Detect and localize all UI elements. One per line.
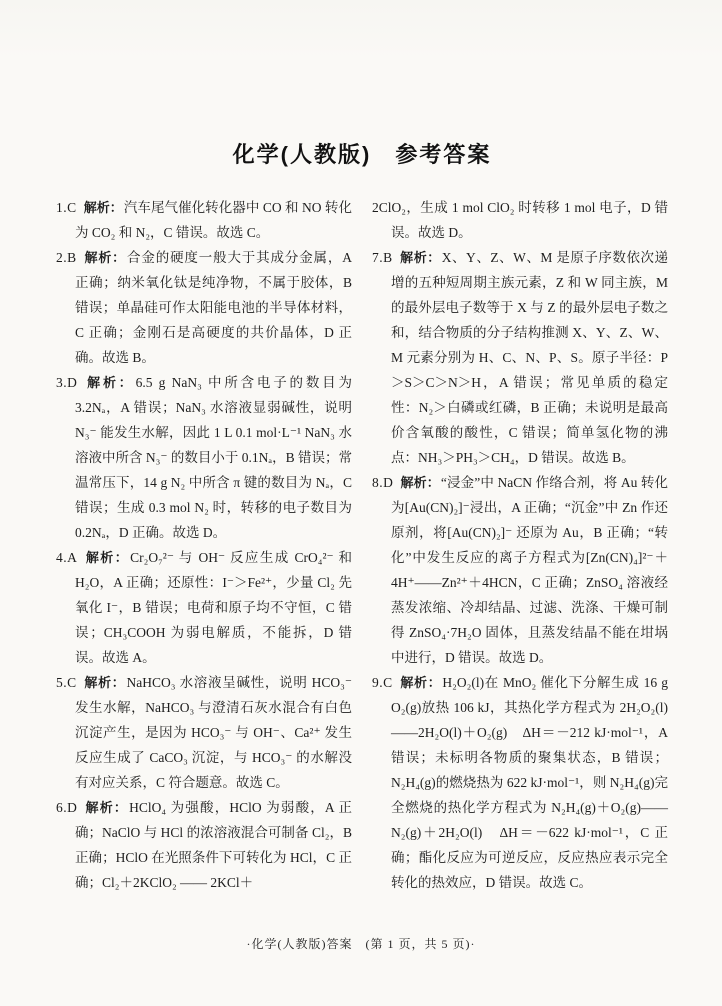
analysis-text: 2ClO₂，生成 1 mol ClO₂ 时转移 1 mol 电子，D 错误。故选 D。 bbox=[372, 200, 668, 240]
answer-item bbox=[56, 545, 352, 670]
analysis-label: 解析： bbox=[83, 200, 123, 215]
analysis-label: 解析： bbox=[399, 675, 442, 690]
answer-item bbox=[56, 245, 352, 370]
analysis-text: H₂O₂(l)在 MnO₂ 催化下分解生成 16 g O₂(g)放热 106 kJ，其热化学方程式为 2H₂O₂(l)——2H₂O(l)＋O₂(g) ΔH＝－212 kJ·mol⁻¹，A 错误；未标明各物质的聚集状态，B 错误；N₂H₄(g)的燃烧热为 622 kJ·mol⁻¹，则 N₂H₄(g)完全燃烧的热化学方程式为 N₂H₄(g)＋O₂(g)—— N₂(g)＋2H₂O(l) ΔH＝－622 kJ·mol⁻¹，C 正确；酯化反应为可逆反应，反应热应表示完全转化的热效应，D 错误。故选 C。 bbox=[391, 675, 668, 890]
answer-item bbox=[372, 245, 668, 470]
analysis-text: 合金的硬度一般大于其成分金属，A 正确；纳米氧化钛是纯净物，不属于胶体，B 错误；单晶硅可作太阳能电池的半导体材料，C 正确；金刚石是高硬度的共价晶体，D 正确。故选 B。 bbox=[75, 250, 352, 365]
item-number: 7.B bbox=[372, 250, 393, 265]
analysis-text: 6.5 g NaN₃ 中所含电子的数目为 3.2Nₐ，A 错误；NaN₃ 水溶液显弱碱性，说明 N₃⁻ 能发生水解，因此 1 L 0.1 mol·L⁻¹ NaN₃ 水溶液中所含 N₃⁻ 的数目小于 0.1Nₐ，B 错误；常温常压下，14 g N₂ 中所含 π 键的数目为 Nₐ，C 错误；生成 0.3 mol N₂ 时，转移的电子数目为 0.2Nₐ，D 正确。故选 D。 bbox=[75, 375, 352, 540]
item-number: 3.D bbox=[56, 375, 78, 390]
item-number: 9.C bbox=[372, 675, 393, 690]
answer-item bbox=[372, 470, 668, 670]
item-number: 4.A bbox=[56, 550, 78, 565]
answer-item bbox=[56, 795, 352, 895]
item-number: 2.B bbox=[56, 250, 77, 265]
analysis-text: Cr₂O₇²⁻ 与 OH⁻ 反应生成 CrO₄²⁻ 和 H₂O，A 正确；还原性：I⁻＞Fe²⁺，少量 Cl₂ 先氧化 I⁻，B 错误；电荷和原子均不守恒，C 错误；CH₃COOH 为弱电解质，不能拆，D 错误。故选 A。 bbox=[75, 550, 352, 665]
analysis-text: 汽车尾气催化转化器中 CO 和 NO 转化为 CO₂ 和 N₂，C 错误。故选 C。 bbox=[75, 200, 352, 240]
answer-item bbox=[372, 670, 668, 895]
footer-text: ·化学(人教版)答案 (第 1 页，共 5 页)· bbox=[246, 937, 476, 951]
analysis-label: 解析： bbox=[84, 550, 130, 565]
analysis-label: 解析： bbox=[83, 675, 126, 690]
item-number: 1.C bbox=[56, 200, 77, 215]
item-number: 5.C bbox=[56, 675, 77, 690]
analysis-label: 解析： bbox=[399, 250, 441, 265]
answer-item bbox=[372, 195, 668, 245]
analysis-label: 解析： bbox=[400, 475, 440, 490]
answer-item bbox=[56, 195, 352, 245]
analysis-text: X、Y、Z、W、M 是原子序数依次递增的五种短周期主族元素，Z 和 W 同主族，M 的最外层电子数等于 X 与 Z 的最外层电子数之和，结合物质的分子结构推测 X、Y、Z、W、M 元素分别为 H、C、N、P、S。原子半径：P＞S＞C＞N＞H，A 错误；常见单质的稳定性：N₂＞白磷或红磷，B 正确；未说明是最高价含氧酸的酸性，C 错误；简单氢化物的沸点：NH₃＞PH₃＞CH₄，D 错误。故选 B。 bbox=[391, 250, 668, 465]
right-column bbox=[372, 195, 668, 895]
analysis-label: 解析： bbox=[84, 375, 135, 390]
analysis-text: NaHCO₃ 水溶液呈碱性，说明 HCO₃⁻ 发生水解，NaHCO₃ 与澄清石灰水混合有白色沉淀产生，是因为 HCO₃⁻ 与 OH⁻、Ca²⁺ 发生反应生成了 CaCO₃ 沉淀，与 HCO₃⁻ 的水解没有对应关系，C 符合题意。故选 C。 bbox=[75, 675, 352, 790]
analysis-text: “浸金”中 NaCN 作络合剂，将 Au 转化为[Au(CN)₂]⁻浸出，A 正确；“沉金”中 Zn 作还原剂，将[Au(CN)₂]⁻ 还原为 Au，B 正确；“转化”中发生反应的离子方程式为[Zn(CN)₄]²⁻＋4H⁺——Zn²⁺＋4HCN，C 正确；ZnSO₄ 溶液经蒸发浓缩、冷却结晶、过滤、洗涤、干燥可制得 ZnSO₄·7H₂O 固体，且蒸发结晶不能在坩埚中进行，D 错误。故选 D。 bbox=[391, 475, 668, 665]
answer-item bbox=[56, 670, 352, 795]
page-footer bbox=[0, 935, 722, 952]
analysis-label: 解析： bbox=[83, 250, 127, 265]
item-number: 6.D bbox=[56, 800, 78, 815]
analysis-text: HClO₄ 为强酸，HClO 为弱酸，A 正确；NaClO 与 HCl 的浓溶液混合可制备 Cl₂，B 正确；HClO 在光照条件下可转化为 HCl，C 正确；Cl₂＋2KClO₂ —— 2KCl＋ bbox=[75, 800, 352, 890]
analysis-label: 解析： bbox=[84, 800, 129, 815]
page-title: 化学(人教版) 参考答案 bbox=[232, 142, 492, 167]
left-column bbox=[56, 195, 352, 895]
answer-columns bbox=[56, 195, 668, 895]
item-number: 8.D bbox=[372, 475, 394, 490]
answer-item bbox=[56, 370, 352, 545]
